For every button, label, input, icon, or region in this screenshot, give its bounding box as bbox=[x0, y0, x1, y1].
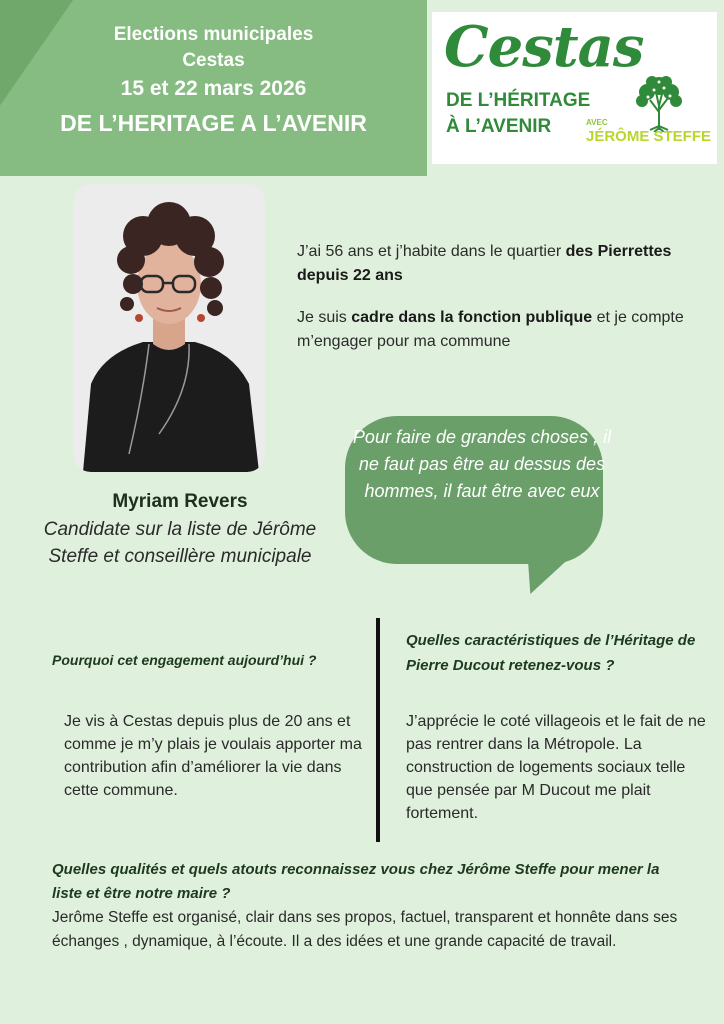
portrait-illustration bbox=[73, 184, 265, 472]
question-engagement: Pourquoi cet engagement aujourd’hui ? bbox=[52, 652, 317, 668]
logo-candidate-name: JÉRÔME STEFFE bbox=[586, 128, 712, 145]
candidate-name: Myriam Revers bbox=[112, 491, 248, 512]
logo-subtitle-2: À L’AVENIR bbox=[446, 116, 552, 137]
logo-avec: AVEC bbox=[586, 118, 608, 127]
answer-qualities: Jerôme Steffe est organisé, clair dans ses propos, factuel, transparent et honnête dans ses échanges , dynamique, à l’écoute. Il a des idées et une grande capacité de travail. bbox=[52, 909, 678, 950]
header-banner bbox=[0, 0, 427, 176]
column-divider bbox=[376, 618, 380, 842]
question-heritage: Quelles caractéristiques de l’Héritage de Pierre Ducout retenez-vous ? bbox=[406, 632, 696, 674]
question-qualities: Quelles qualités et quels atouts reconnaissez vous chez Jérôme Steffe pour mener la liste et être notre maire ? bbox=[52, 861, 660, 902]
header bbox=[0, 0, 724, 176]
header-line-1: Elections municipales bbox=[113, 24, 314, 45]
logo-subtitle-1: DE L’HÉRITAGE bbox=[446, 90, 591, 111]
intro-job: cadre dans la fonction publique bbox=[351, 309, 593, 326]
intro-age-text: J’ai 56 ans et j’habite dans le quartier bbox=[297, 243, 566, 260]
intro-job-prefix: Je suis bbox=[297, 309, 352, 326]
header-line-2: Cestas bbox=[182, 50, 245, 71]
intro-paragraph-2 bbox=[297, 306, 697, 354]
header-text bbox=[0, 22, 427, 140]
candidate-photo bbox=[73, 184, 265, 472]
intro-text bbox=[297, 240, 697, 372]
intro-paragraph-1 bbox=[297, 240, 697, 288]
quote-text: Pour faire de grandes choses , il ne faut pas être au dessus des hommes, il faut être avec eux bbox=[352, 427, 612, 501]
header-slogan: DE L’HERITAGE A L’AVENIR bbox=[60, 110, 367, 136]
tree-icon bbox=[628, 70, 690, 132]
candidate-role: Candidate sur la liste de Jérôme Steffe et conseillère municipale bbox=[43, 519, 317, 567]
header-dates: 15 et 22 mars 2026 bbox=[120, 77, 307, 100]
answer-heritage: J’apprécie le coté villageois et le fait de ne pas rentrer dans la Métropole. La construction de logements sociaux telle que pensée par M Ducout me plait fortement. bbox=[406, 713, 706, 822]
campaign-logo bbox=[432, 12, 717, 164]
candidate-info bbox=[40, 488, 320, 570]
intro-neighborhood: des Pierrettes depuis 22 ans bbox=[297, 243, 672, 284]
answer-engagement: Je vis à Cestas depuis plus de 20 ans et comme je m’y plais je voulais apporter ma contribution afin d’améliorer la vie dans cette commune. bbox=[64, 713, 362, 799]
logo-title: Cestas bbox=[444, 14, 644, 80]
intro-job-suffix: et je compte m’engager pour ma commune bbox=[297, 309, 684, 350]
